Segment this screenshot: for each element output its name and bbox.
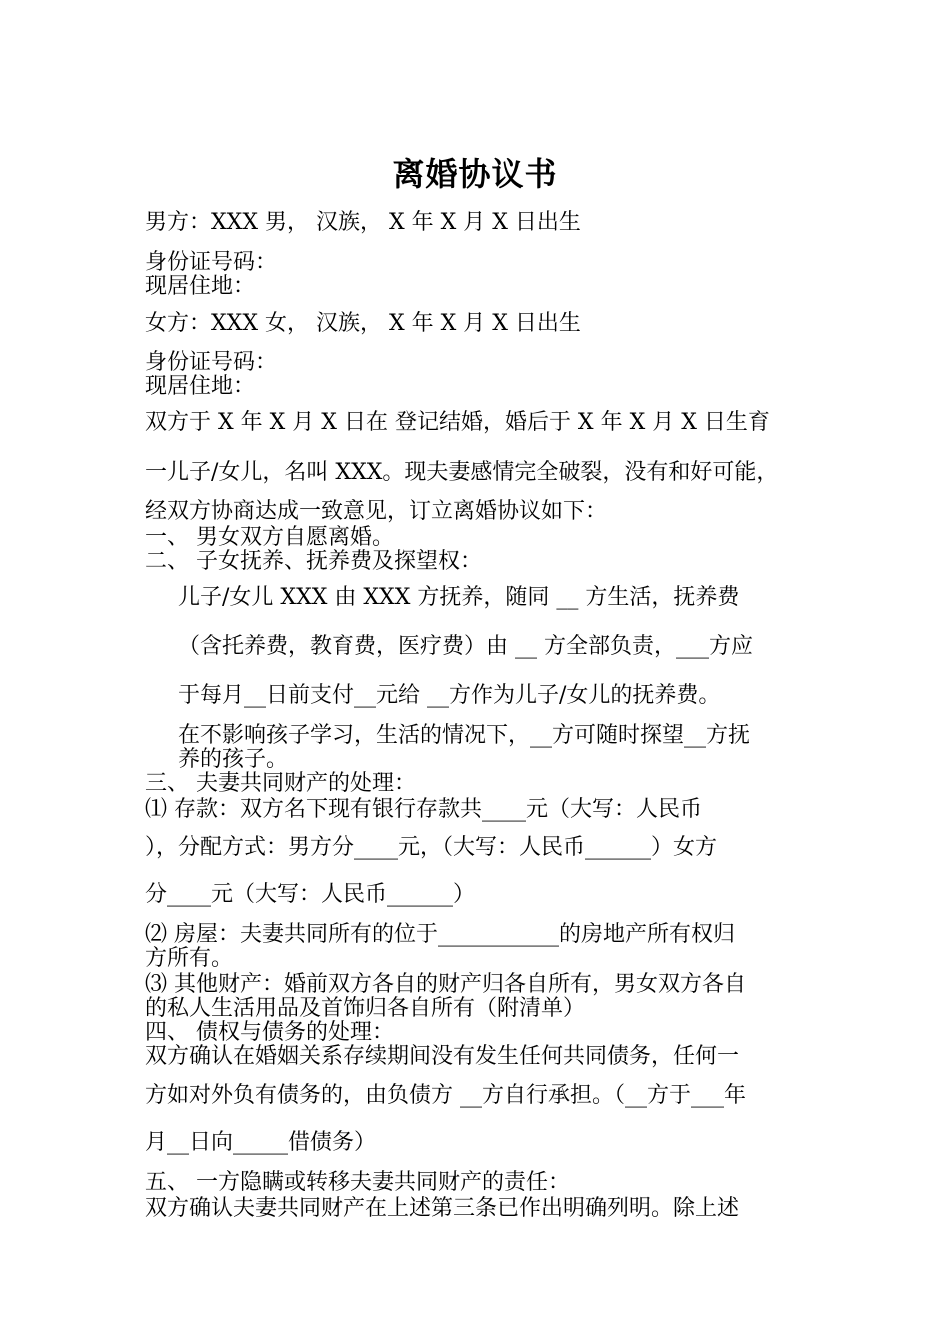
- marriage-statement-line-1: 双方于 X 年 X 月 X 日在 登记结婚，婚后于 X 年 X 月 X 日生育: [145, 410, 770, 435]
- marriage-statement-line-2: 一儿子/女儿，名叫 XXX。现夫妻感情完全破裂，没有和好可能，: [145, 460, 779, 485]
- female-party-line: 女方：XXX 女， 汉族， X 年 X 月 X 日出生: [145, 311, 581, 336]
- section-1-heading: 一、 男女双方自愿离婚。: [145, 525, 394, 550]
- child-custody-line-3: 于每月__日前支付__元给 __方作为儿子/女儿的抚养费。: [178, 683, 721, 708]
- child-custody-line-1: 儿子/女儿 XXX 由 XXX 方抚养，随同 __ 方生活，抚养费: [178, 585, 740, 610]
- section-5-heading: 五、 一方隐瞒或转移夫妻共同财产的责任：: [145, 1170, 570, 1195]
- section-2-heading: 二、 子女抚养、抚养费及探望权：: [145, 549, 482, 574]
- deposit-line-2: ），分配方式：男方分____元，（大写：人民币______）女方: [145, 835, 718, 860]
- deposit-line-3: 分____元（大写：人民币______）: [145, 882, 476, 907]
- female-id-number-line: 身份证号码：: [145, 350, 278, 375]
- other-property-line-2: 的私人生活用品及首饰归各自所有（附清单）: [145, 996, 586, 1021]
- other-property-line-1: ⑶ 其他财产：婚前双方各自的财产归各自所有，男女双方各自: [145, 972, 746, 997]
- marriage-statement-line-3: 经双方协商达成一致意见，订立离婚协议如下：: [145, 499, 608, 524]
- male-residence-line: 现居住地：: [145, 274, 256, 299]
- visitation-line-2: 养的孩子。: [178, 747, 289, 772]
- debt-line-1: 双方确认在婚姻关系存续期间没有发生任何共同债务，任何一: [145, 1044, 740, 1069]
- child-custody-line-2: （含托养费，教育费，医疗费）由 __ 方全部负责，___方应: [178, 634, 753, 659]
- debt-line-3: 月__日向_____借债务）: [145, 1130, 377, 1155]
- male-party-line: 男方：XXX 男， 汉族， X 年 X 月 X 日出生: [145, 210, 581, 235]
- concealment-line-1: 双方确认夫妻共同财产在上述第三条已作出明确列明。除上述: [145, 1196, 740, 1221]
- male-id-number-line: 身份证号码：: [145, 250, 278, 275]
- section-3-heading: 三、 夫妻共同财产的处理：: [145, 771, 416, 796]
- debt-line-2: 方如对外负有债务的，由负债方 __方自行承担。（__方于___年: [145, 1083, 746, 1108]
- female-residence-line: 现居住地：: [145, 374, 256, 399]
- house-line-1: ⑵ 房屋：夫妻共同所有的位于___________的房地产所有权归: [145, 922, 735, 947]
- section-4-heading: 四、 债权与债务的处理：: [145, 1020, 394, 1045]
- visitation-line-1: 在不影响孩子学习，生活的情况下，__方可随时探望__方抚: [178, 723, 751, 748]
- deposit-line-1: ⑴ 存款：双方名下现有银行存款共____元（大写：人民币: [145, 797, 702, 822]
- document-title: 离婚协议书: [392, 155, 558, 193]
- house-line-2: 方所有。: [145, 946, 234, 971]
